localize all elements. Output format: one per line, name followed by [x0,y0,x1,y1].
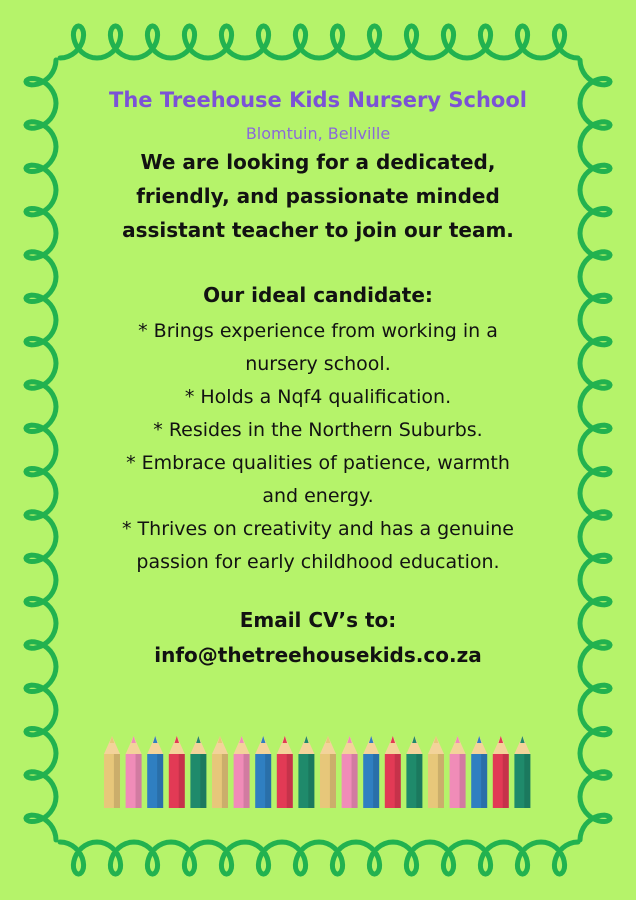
candidate-line: * Holds a Nqf4 qualification. [184,386,452,408]
pencil-icon [385,736,401,808]
pencil-icon [104,736,120,808]
flyer-content [60,80,576,675]
pencil-icon [320,736,336,808]
pencil-icon [450,736,466,808]
border-loop-strand [580,60,610,840]
intro-line: friendly, and passionate minded [136,184,500,208]
candidate-line: and energy. [262,485,374,507]
candidate-line: * Thrives on creativity and has a genuine [122,518,514,540]
intro-line: We are looking for a dedicated, [140,150,496,174]
candidate-line: * Embrace qualities of patience, warmth [126,452,510,474]
intro-line: assistant teacher to join our team. [122,218,514,242]
border-loop-strand [60,842,578,874]
pencil-icon [363,736,379,808]
pencil-icon [406,736,422,808]
candidate-heading: Our ideal candidate: [203,283,433,307]
pencil-icon [277,736,293,808]
pencil-icon [147,736,163,808]
border-loop-strand [60,26,578,58]
pencil-icon [514,736,530,808]
pencil-icon [169,736,185,808]
pencil-icon [212,736,228,808]
school-location: Blomtuin, Bellville [245,124,391,143]
border-loop-strand [26,60,56,840]
email-address: info@thetreehousekids.co.za [154,643,482,667]
pencil-icon [471,736,487,808]
candidate-line: * Brings experience from working in a [138,320,498,342]
pencil-icon [298,736,314,808]
pencil-row-decoration [100,736,536,808]
email-heading: Email CV’s to: [239,608,397,632]
pencil-icon [342,736,358,808]
intro-paragraph [60,145,576,247]
pencil-icon [234,736,250,808]
pencil-icon [126,736,142,808]
candidate-line: nursery school. [245,353,391,375]
pencil-icon [428,736,444,808]
candidate-list [60,315,576,579]
candidate-line: passion for early childhood education. [136,551,500,573]
pencil-icon [255,736,271,808]
candidate-line: * Resides in the Northern Suburbs. [153,419,483,441]
school-name: The Treehouse Kids Nursery School [109,88,527,112]
pencil-icon [493,736,509,808]
pencil-icon [190,736,206,808]
